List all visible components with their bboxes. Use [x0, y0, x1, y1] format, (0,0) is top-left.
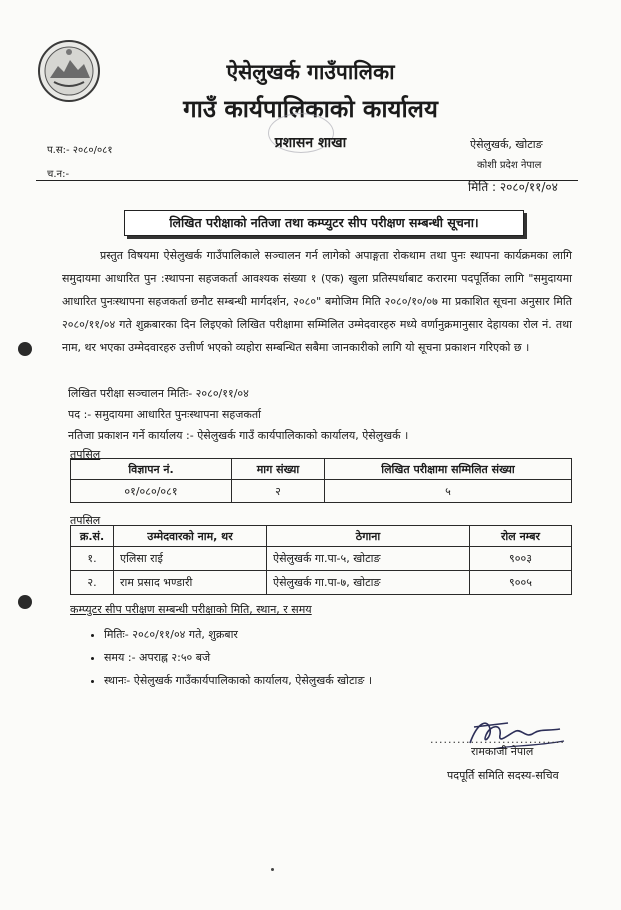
- list-item: • समय :- अपराह्न २:५० बजे: [104, 646, 372, 669]
- location-line-1: ऐसेलुखर्क, खोटाङ: [470, 138, 543, 151]
- table-cell: ०१/०८०/०८१: [71, 480, 232, 503]
- table-cell: राम प्रसाद भण्डारी: [114, 571, 267, 595]
- list-item: • मितिः- २०८०/११/०४ गते, शुक्रबार: [104, 623, 372, 646]
- skill-test-list: [88, 623, 372, 692]
- table-cell: एलिसा राई: [114, 547, 267, 571]
- table-cell: २: [232, 480, 325, 503]
- signatory-name: रामकाजी नेपाल: [471, 745, 534, 758]
- table-cell: १.: [71, 547, 114, 571]
- table-row: [71, 571, 572, 595]
- paper-speck: [271, 868, 274, 871]
- table-header-row: [71, 459, 572, 480]
- table-cell: ९००३: [470, 547, 572, 571]
- column-header: रोल नम्बर: [470, 526, 572, 547]
- dispatch-number: च.न:-: [47, 169, 70, 180]
- details-label-2: तपसिल: [70, 514, 101, 527]
- column-header: माग संख्या: [232, 459, 325, 480]
- letter-date: मिति : २०८०/११/०४: [468, 180, 558, 194]
- signature-line: ..............................: [430, 733, 565, 746]
- notice-body: प्रस्तुत विषयमा ऐसेलुखर्क गाउँपालिकाले सञ्चालन गर्न लागेको अपाङ्गता रोकथाम तथा पुनः स्थापना कार्यक्रमका लागि समुदायमा आधारित पुन :स्थापना सहजकर्ता आवश्यक संख्या १ (एक) खुला प्रतिस्पर्धाबाट करारमा पदपूर्तिका लागि "समुदायमा आधारित पुनःस्थापना सहजकर्ता छनौट सम्बन्धी मार्गदर्शन, २०८०" बमोजिम मिति २०८०/१०/०७ मा प्रकाशित सूचना अनुसार मिति २०८०/११/०४ गते शुक्रबारका दिन लिइएको लिखित परीक्षामा सम्मिलित उम्मेदवारहरु मध्ये वर्णानुक्रमानुसार देहायका रोल नं. तथा नाम, थर भएका उम्मेदवारहरु उत्तीर्ण भएको व्यहोरा सम्बन्धित सबैमा जानकारीको लागि यो सूचना प्रकाशन गरिएको छ ।: [62, 249, 572, 354]
- result-publisher: नतिजा प्रकाशन गर्ने कार्यालय :- ऐसेलुखर्क गाउँ कार्यपालिकाको कार्यालय, ऐसेलुखर्क ।: [68, 429, 409, 442]
- post-name: पद :- समुदायमा आधारित पुनःस्थापना सहजकर्ता: [68, 408, 261, 421]
- table-cell: ९००५: [470, 571, 572, 595]
- table-row: [71, 480, 572, 503]
- municipality-name: ऐसेलुखर्क गाउँपालिका: [226, 60, 395, 84]
- table-header-row: [71, 526, 572, 547]
- table-cell: २.: [71, 571, 114, 595]
- section-name: प्रशासन शाखा: [274, 135, 347, 151]
- skill-test-heading: कम्प्युटर सीप परीक्षण सम्बन्धी परीक्षाको मिति, स्थान, र समय: [70, 603, 312, 616]
- reference-number: प.स:- २०८०/०८१: [47, 145, 113, 156]
- column-header: विज्ञापन नं.: [71, 459, 232, 480]
- table-row: [71, 547, 572, 571]
- vacancy-table: [70, 458, 572, 503]
- punch-hole: [18, 342, 32, 356]
- column-header: लिखित परीक्षामा सम्मिलित संख्या: [325, 459, 572, 480]
- table-cell: ऐसेलुखर्क गा.पा-७, खोटाङ: [267, 571, 470, 595]
- punch-hole: [18, 595, 32, 609]
- list-item: • स्थानः- ऐसेलुखर्क गाउँकार्यपालिकाको कार्यालय, ऐसेलुखर्क खोटाङ ।: [104, 669, 372, 692]
- exam-date: लिखित परीक्षा सञ्चालन मितिः- २०८०/११/०४: [68, 387, 249, 400]
- notice-title: लिखित परीक्षाको नतिजा तथा कम्प्युटर सीप परीक्षण सम्बन्धी सूचना।: [124, 210, 524, 236]
- office-name: गाउँ कार्यपालिकाको कार्यालय: [183, 95, 438, 123]
- table-cell: ५: [325, 480, 572, 503]
- details-label-1: तपसिल: [70, 448, 101, 461]
- column-header: ठेगाना: [267, 526, 470, 547]
- signatory-role: पदपूर्ति समिति सदस्य-सचिव: [447, 769, 559, 782]
- location-line-2: कोशी प्रदेश नेपाल: [477, 160, 542, 171]
- table-cell: ऐसेलुखर्क गा.पा-५, खोटाङ: [267, 547, 470, 571]
- column-header: क्र.सं.: [71, 526, 114, 547]
- candidates-table: [70, 525, 572, 595]
- column-header: उम्मेदवारको नाम, थर: [114, 526, 267, 547]
